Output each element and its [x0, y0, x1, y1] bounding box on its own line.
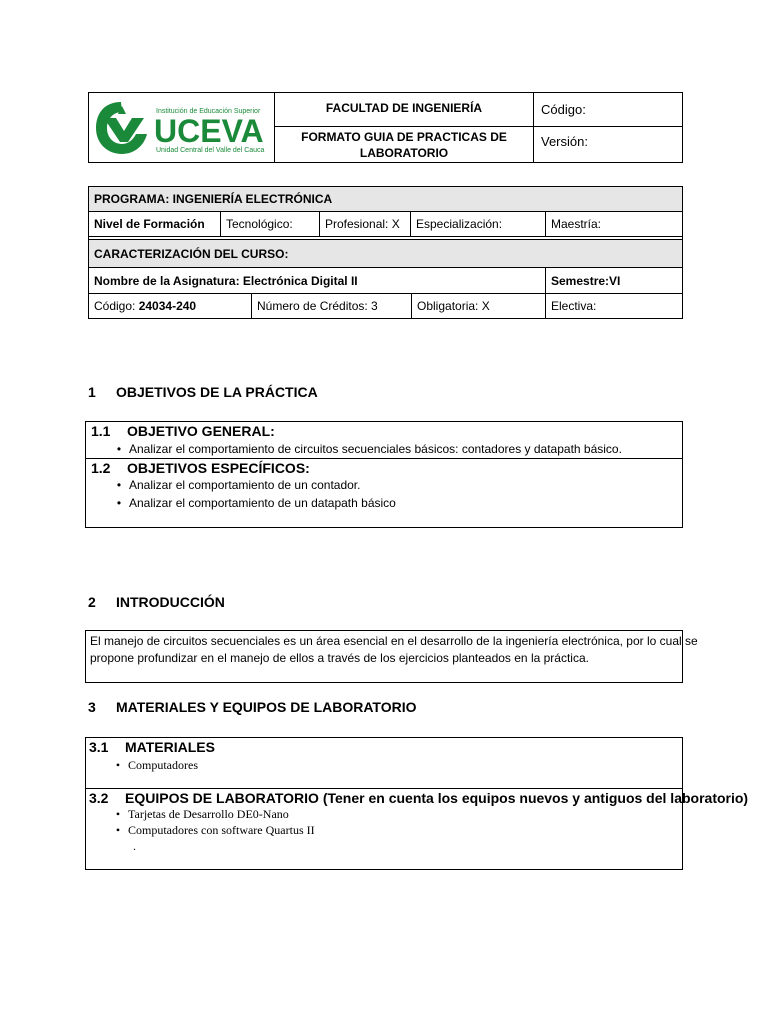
list-item — [108, 823, 315, 838]
bullet-icon: • — [116, 496, 122, 510]
code-label: Código: — [541, 102, 586, 117]
level-especializacion: Especialización: — [416, 217, 503, 231]
section-1-number: 1 — [88, 384, 96, 400]
list-item — [109, 478, 360, 492]
format-title: FORMATO GUIA DE PRACTICAS DE LABORATORIO — [301, 130, 507, 160]
equipment-item: Computadores con software Quartus II — [128, 823, 315, 837]
section-3-title — [88, 699, 417, 715]
section-3-label: MATERIALES Y EQUIPOS DE LABORATORIO — [116, 699, 417, 715]
mandatory: Obligatoria: X — [417, 299, 490, 313]
level-maestria: Maestría: — [551, 217, 602, 231]
level-label: Nivel de Formación — [94, 217, 205, 231]
logo-name: UCEVA — [154, 113, 264, 149]
course-code — [89, 294, 250, 318]
section-2-label: INTRODUCCIÓN — [116, 594, 225, 610]
equipment-item: Tarjetas de Desarrollo DE0-Nano — [128, 807, 289, 821]
materials-number: 3.1 — [89, 739, 109, 755]
uceva-emblem-icon — [92, 98, 150, 158]
bullet-icon: • — [115, 823, 121, 837]
bullet-icon: • — [115, 758, 121, 772]
version-label: Versión: — [541, 134, 588, 149]
materials-title — [89, 739, 215, 755]
equipment-title — [89, 790, 748, 806]
bullet-icon: • — [116, 442, 122, 456]
specific-objective-item: Analizar el comportamiento de un contador. — [129, 478, 361, 492]
list-item — [109, 496, 396, 510]
course-code-value: 24034-240 — [138, 299, 197, 313]
bullet-icon: • — [116, 478, 122, 492]
general-objective-label: OBJETIVO GENERAL: — [127, 423, 275, 439]
elective: Electiva: — [551, 299, 597, 313]
specific-objective-item: Analizar el comportamiento de un datapath básico — [129, 496, 396, 510]
list-item — [109, 442, 622, 456]
list-item — [108, 807, 289, 822]
semester: Semestre:VI — [551, 273, 621, 288]
equipment-label: EQUIPOS DE LABORATORIO (Tener en cuenta los equipos nuevos y antiguos del laboratorio) — [125, 790, 749, 806]
specific-objectives-number: 1.2 — [91, 460, 111, 476]
general-objective-number: 1.1 — [91, 423, 111, 439]
bullet-icon: • — [115, 807, 121, 821]
materials-item: Computadores — [128, 758, 198, 772]
introduction-line-2: propone profundizar en el manejo de ellos a través de los ejercicios planteados en la práctica. — [90, 651, 589, 665]
course-heading: CARACTERIZACIÓN DEL CURSO: — [89, 240, 682, 267]
section-2-number: 2 — [88, 594, 96, 610]
faculty-title: FACULTAD DE INGENIERÍA — [325, 101, 483, 115]
level-tecnologico: Tecnológico: — [226, 217, 293, 231]
equipment-number: 3.2 — [89, 790, 109, 806]
list-item — [108, 758, 198, 773]
general-objective-item: Analizar el comportamiento de circuitos secuenciales básicos: contadores y datapath básico. — [129, 442, 622, 456]
level-profesional: Profesional: X — [325, 217, 400, 231]
course-code-prefix: Código: — [94, 299, 139, 313]
credits: Número de Créditos: 3 — [257, 299, 378, 313]
section-1-title — [88, 384, 318, 400]
section-2-title — [88, 594, 225, 610]
equipment-trailing-dot: . — [133, 839, 136, 853]
program-title: PROGRAMA: INGENIERÍA ELECTRÓNICA — [89, 187, 682, 211]
specific-objectives-label: OBJETIVOS ESPECÍFICOS: — [127, 460, 310, 476]
logo-tagline: Institución de Educación Superior — [156, 108, 261, 115]
uceva-logo — [92, 96, 272, 160]
section-1-label: OBJETIVOS DE LA PRÁCTICA — [116, 384, 318, 400]
subject-name: Nombre de la Asignatura: Electrónica Digital II — [94, 273, 358, 288]
materials-label: MATERIALES — [125, 739, 215, 755]
specific-objectives-title — [91, 460, 310, 476]
section-3-number: 3 — [88, 699, 96, 715]
introduction-line-1: El manejo de circuitos secuenciales es un área esencial en el desarrollo de la ingeniería electrónica, por lo cual se — [90, 634, 698, 648]
logo-subtitle: Unidad Central del Valle del Cauca — [156, 147, 265, 154]
general-objective-title — [91, 423, 275, 439]
